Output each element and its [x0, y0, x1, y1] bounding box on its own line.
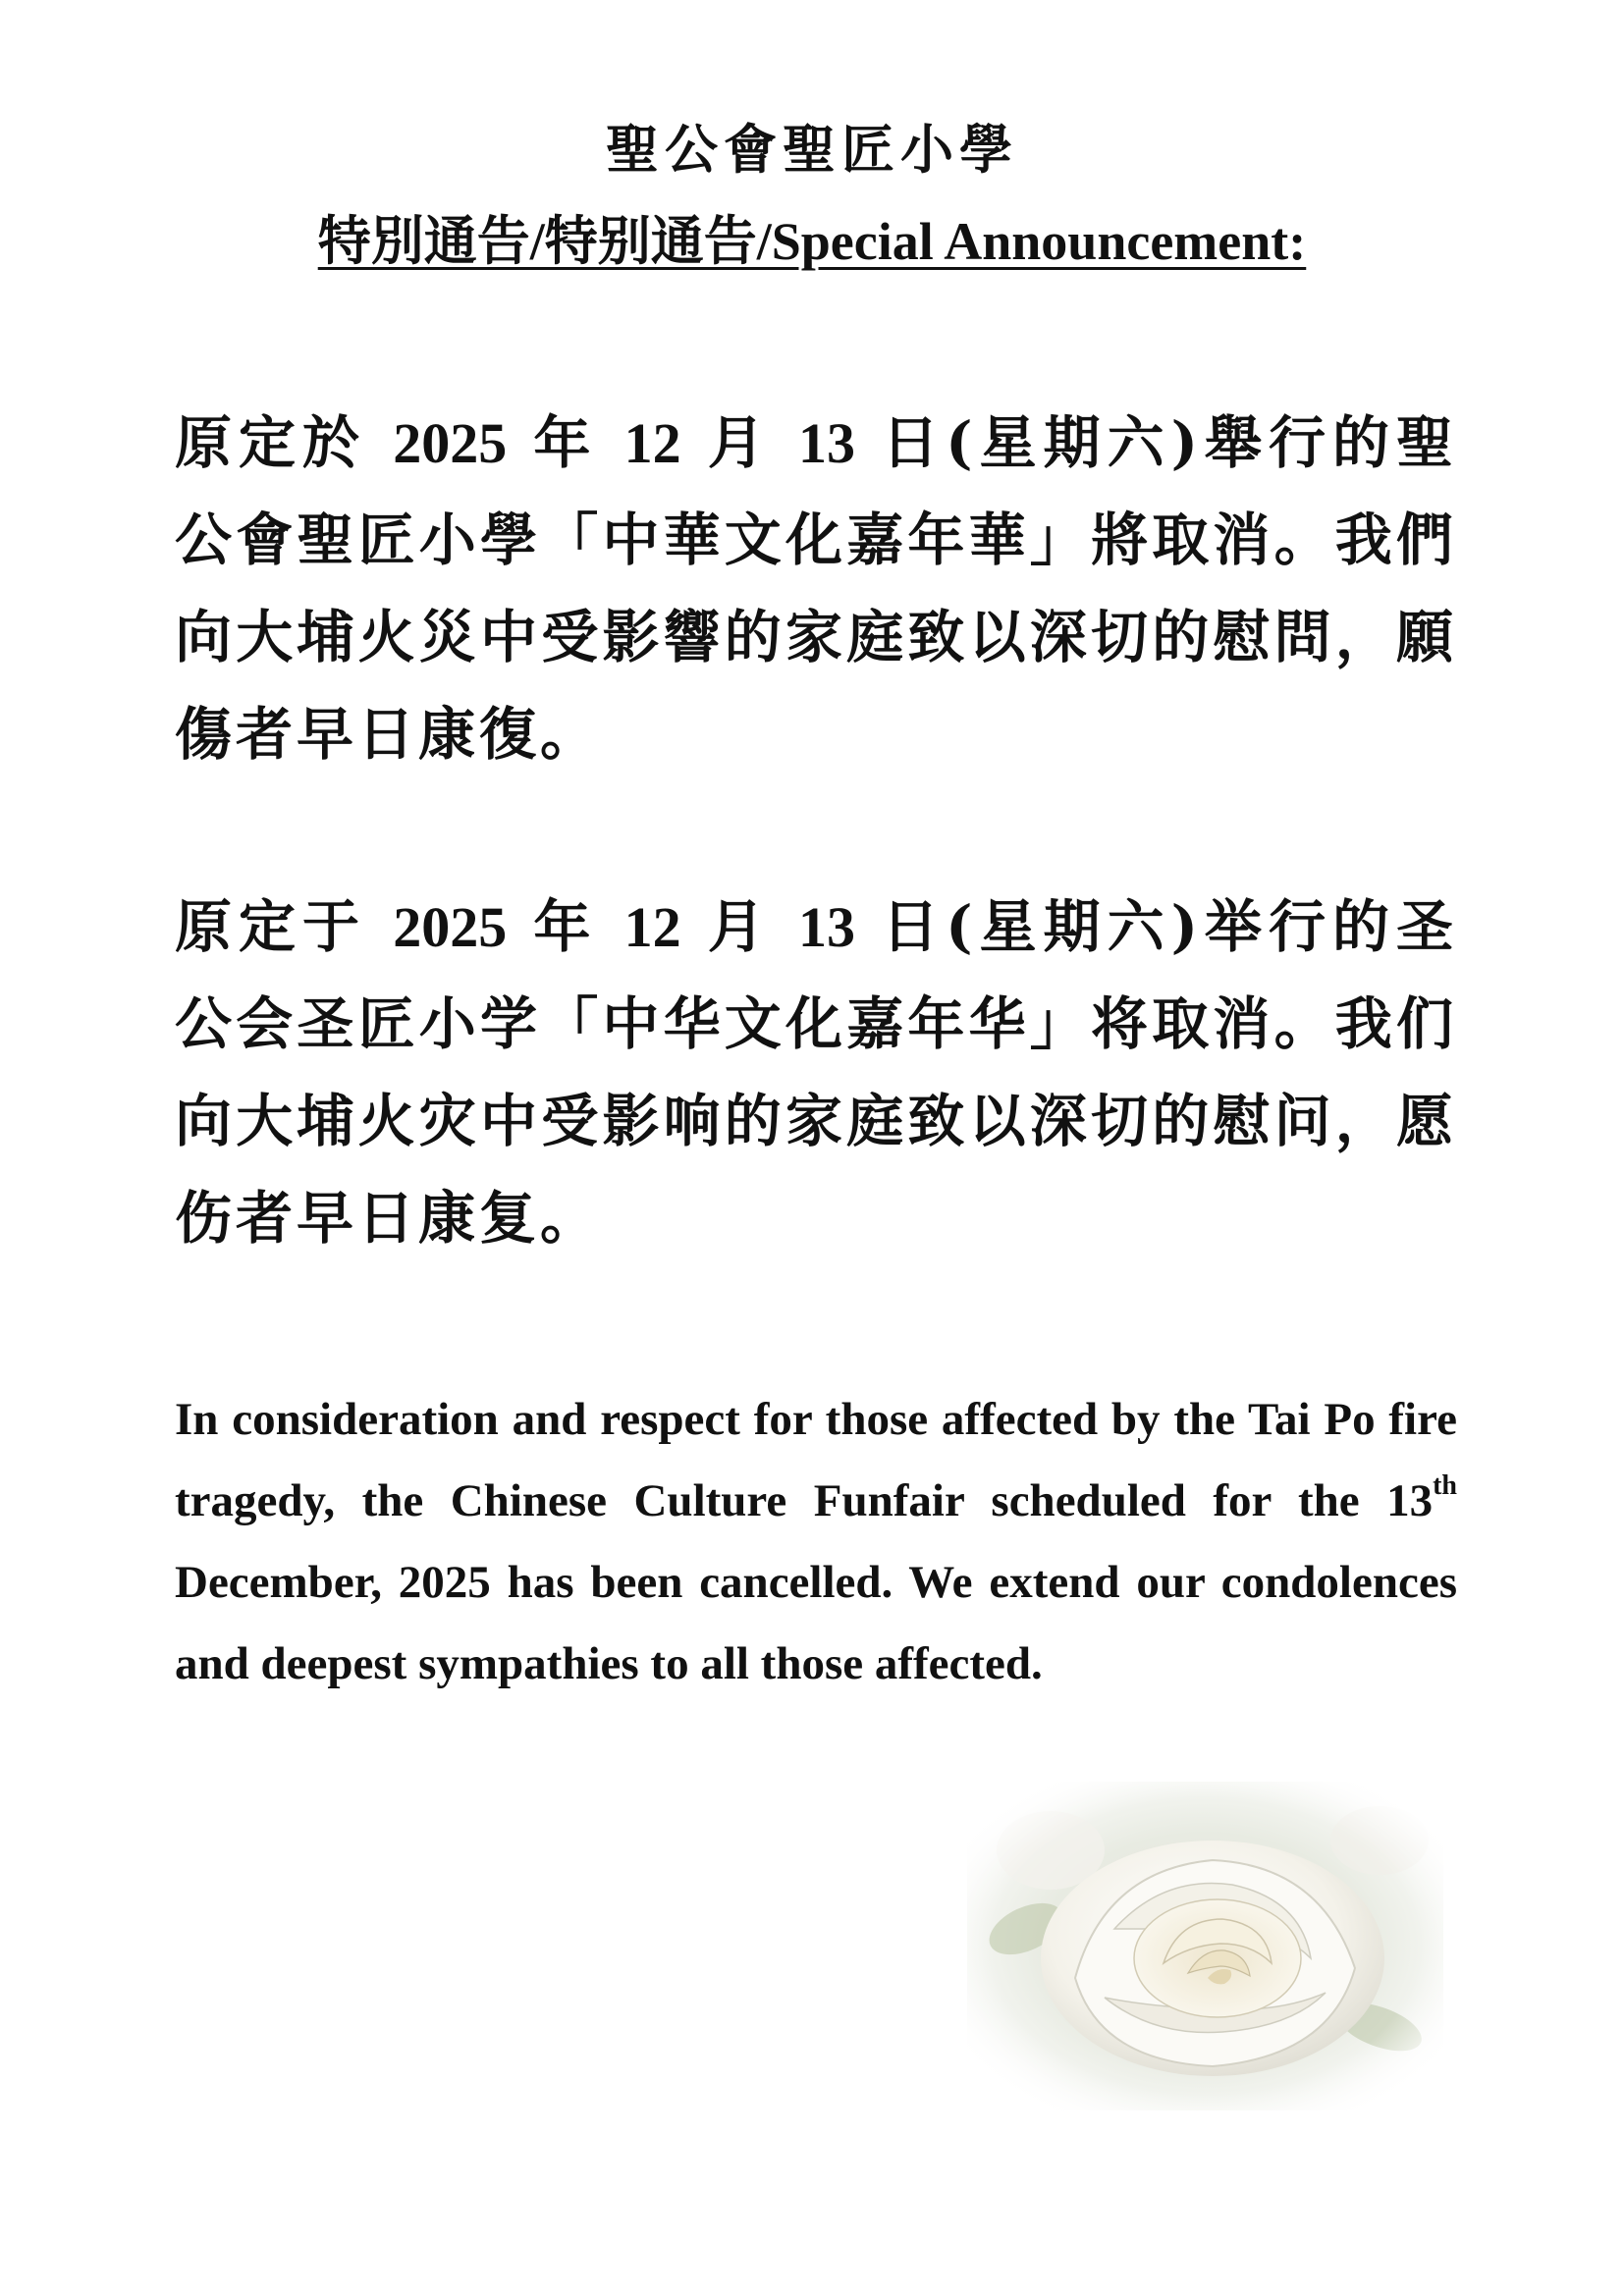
- white-rose-image: [967, 1782, 1443, 2110]
- english-superscript: th: [1433, 1470, 1457, 1501]
- simp-year-unit: 年: [507, 893, 624, 960]
- trad-month: 12: [623, 411, 681, 475]
- simp-before-date: 原定于: [175, 893, 394, 960]
- trad-before-date: 原定於: [175, 409, 394, 476]
- english-paragraph: [175, 1379, 1457, 1705]
- trad-day: 13: [797, 411, 855, 475]
- simp-month-unit: 月: [680, 893, 798, 960]
- trad-month-unit: 月: [680, 409, 798, 476]
- simp-after-date: 日(星期六)举行的圣公会圣匠小学「中华文化嘉年华」将取消。我们向大埔火灾中受影响的家庭致以深切的慰问，愿伤者早日康复。: [175, 893, 1458, 1252]
- trad-year-unit: 年: [507, 409, 624, 476]
- trad-after-date: 日(星期六)舉行的聖公會聖匠小學「中華文化嘉年華」將取消。我們向大埔火災中受影響的家庭致以深切的慰問，願傷者早日康復。: [175, 409, 1458, 768]
- english-before-superscript: In consideration and respect for those affected by the Tai Po fire tragedy, the Chinese Culture Funfair scheduled for the 13: [175, 1394, 1457, 1526]
- simp-year: 2025: [393, 895, 508, 959]
- school-name: 聖公會聖匠小學: [606, 118, 1018, 181]
- announcement-heading-text: 特別通告/特别通告/Special Announcement:: [317, 212, 1307, 271]
- trad-year: 2025: [393, 411, 508, 475]
- announcement-heading: [0, 202, 1624, 281]
- english-after-superscript: December, 2025 has been cancelled. We extend our condolences and deepest sympathies to all those affected.: [175, 1557, 1457, 1689]
- simp-day: 13: [797, 895, 855, 959]
- simp-month: 12: [623, 895, 681, 959]
- simplified-chinese-paragraph: [175, 879, 1457, 1267]
- traditional-chinese-paragraph: [175, 395, 1457, 783]
